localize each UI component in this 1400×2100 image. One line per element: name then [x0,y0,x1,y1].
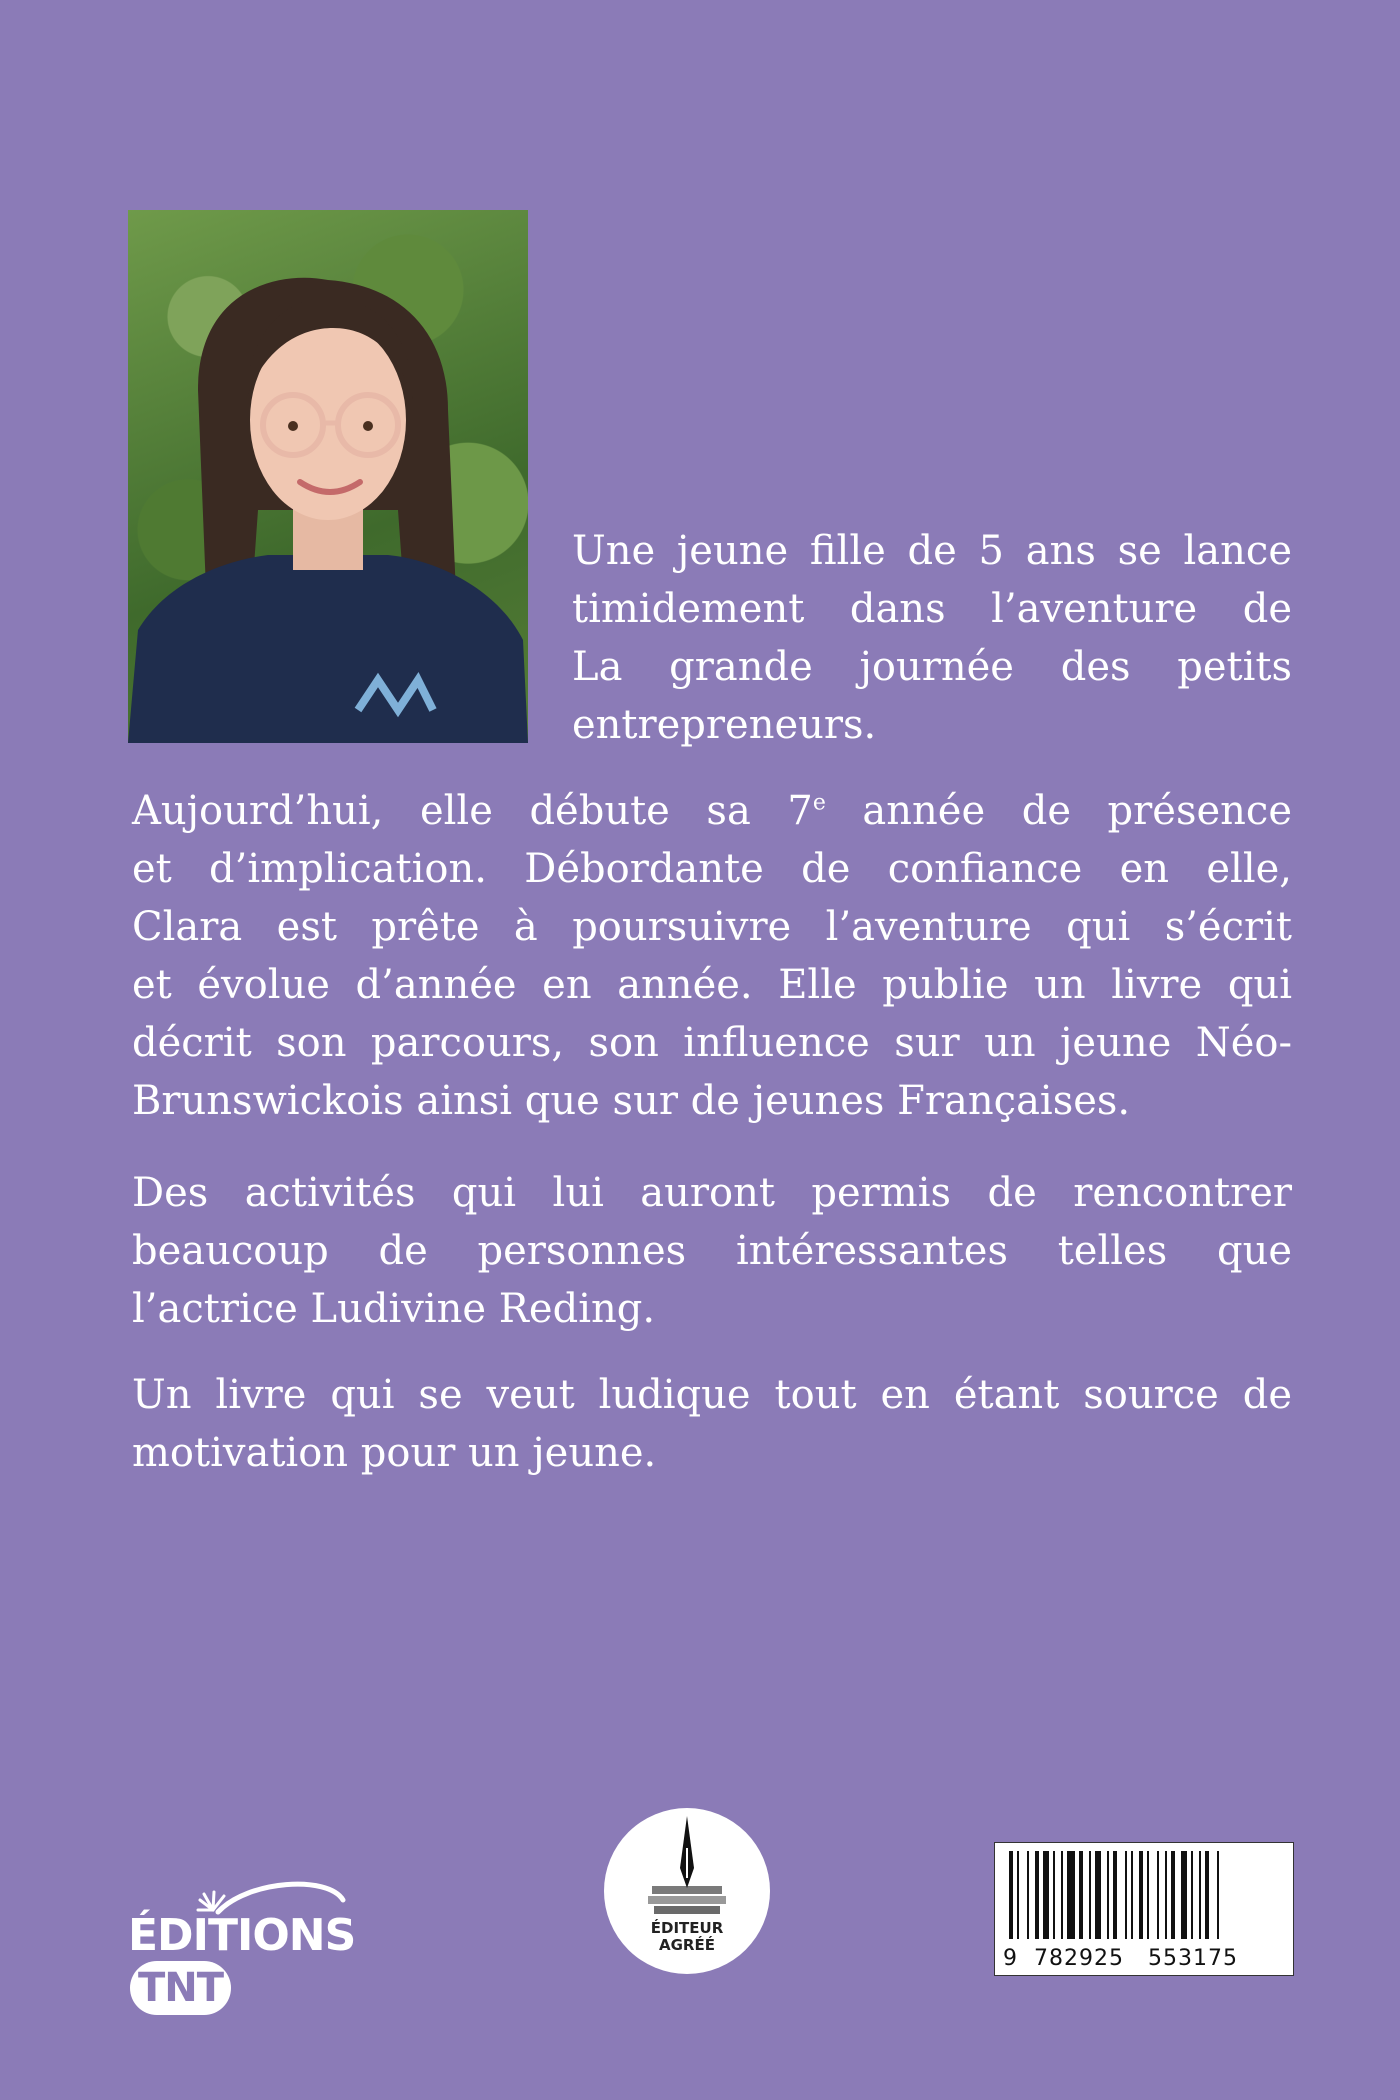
text-run: Aujourd’hui, elle débute sa 7 [132,788,813,834]
text-line: décrit son parcours, son influence sur un jeune Néo- [132,1020,1292,1066]
barcode-bar [1157,1851,1159,1939]
text-line: Clara est prête à poursuivre l’aventure qui s’écrit [132,904,1292,950]
seal-label-line-1: ÉDITEUR [650,1919,724,1937]
barcode-bar [1139,1851,1143,1939]
barcode-bar [1191,1851,1193,1939]
text-line: et d’implication. Débordante de confiance en elle, [132,846,1292,892]
publisher-name [128,1910,388,2015]
barcode-bar [1147,1851,1149,1939]
text-line [132,782,1292,840]
barcode-bar [1125,1851,1127,1939]
barcode-bar [1035,1851,1039,1939]
publisher-mark-tnt: TNT [130,1961,231,2015]
barcode-bar [1009,1851,1013,1939]
text-line: Brunswickois ainsi que sur de jeunes Françaises. [132,1078,1131,1124]
barcode-bar [1017,1851,1019,1939]
publisher-logo [128,1870,388,2011]
barcode-bars [995,1843,1295,1947]
barcode-bar [1131,1851,1133,1939]
barcode-bar [1171,1851,1175,1939]
barcode-bar [1053,1851,1055,1939]
text-line: entrepreneurs. [572,702,877,748]
isbn-group-1: 782925 [1034,1946,1124,1971]
blurb-paragraph-1 [572,522,1292,754]
barcode-bar [1061,1851,1063,1939]
blurb-paragraph-4 [132,1366,1292,1482]
isbn-barcode [994,1842,1294,1976]
text-line: l’actrice Ludivine Reding. [132,1286,656,1332]
barcode-bar [1043,1851,1049,1939]
seal-label-line-2: AGRÉÉ [659,1936,715,1954]
ordinal-superscript: e [812,790,826,816]
barcode-bar [1107,1851,1109,1939]
agreed-publisher-seal [604,1808,770,1974]
barcode-bar [1095,1851,1101,1939]
text-run: année de présence [825,788,1292,834]
barcode-bar [1217,1851,1219,1939]
text-line: Une jeune fille de 5 ans se lance [572,528,1292,574]
publisher-name-editions: ÉDITIONS [128,1910,356,1961]
blurb-paragraph-3 [132,1164,1292,1338]
author-portrait-illustration [128,210,528,743]
text-line: timidement dans l’aventure de [572,586,1292,632]
isbn-group-2: 553175 [1147,1946,1238,1971]
barcode-bar [1027,1851,1029,1939]
barcode-bar [1165,1851,1167,1939]
text-line: et évolue d’année en année. Elle publie un livre qui [132,962,1292,1008]
barcode-bar [1113,1851,1117,1939]
barcode-bar [1181,1851,1187,1939]
author-photo [128,210,528,743]
text-line: Un livre qui se veut ludique tout en étant source de [132,1372,1292,1418]
text-line: beaucoup de personnes intéressantes telles que [132,1228,1292,1274]
barcode-bar [1089,1851,1091,1939]
barcode-bar [1205,1851,1209,1939]
barcode-bar [1199,1851,1201,1939]
text-line: motivation pour un jeune. [132,1430,657,1476]
blurb-paragraph-2 [132,782,1292,1130]
isbn-prefix: 9 [1003,1946,1018,1971]
text-line: Des activités qui lui auront permis de rencontrer [132,1170,1292,1216]
isbn-number [1003,1946,1287,1971]
text-line: La grande journée des petits [572,644,1292,690]
barcode-bar [1067,1851,1075,1939]
barcode-bar [1079,1851,1083,1939]
